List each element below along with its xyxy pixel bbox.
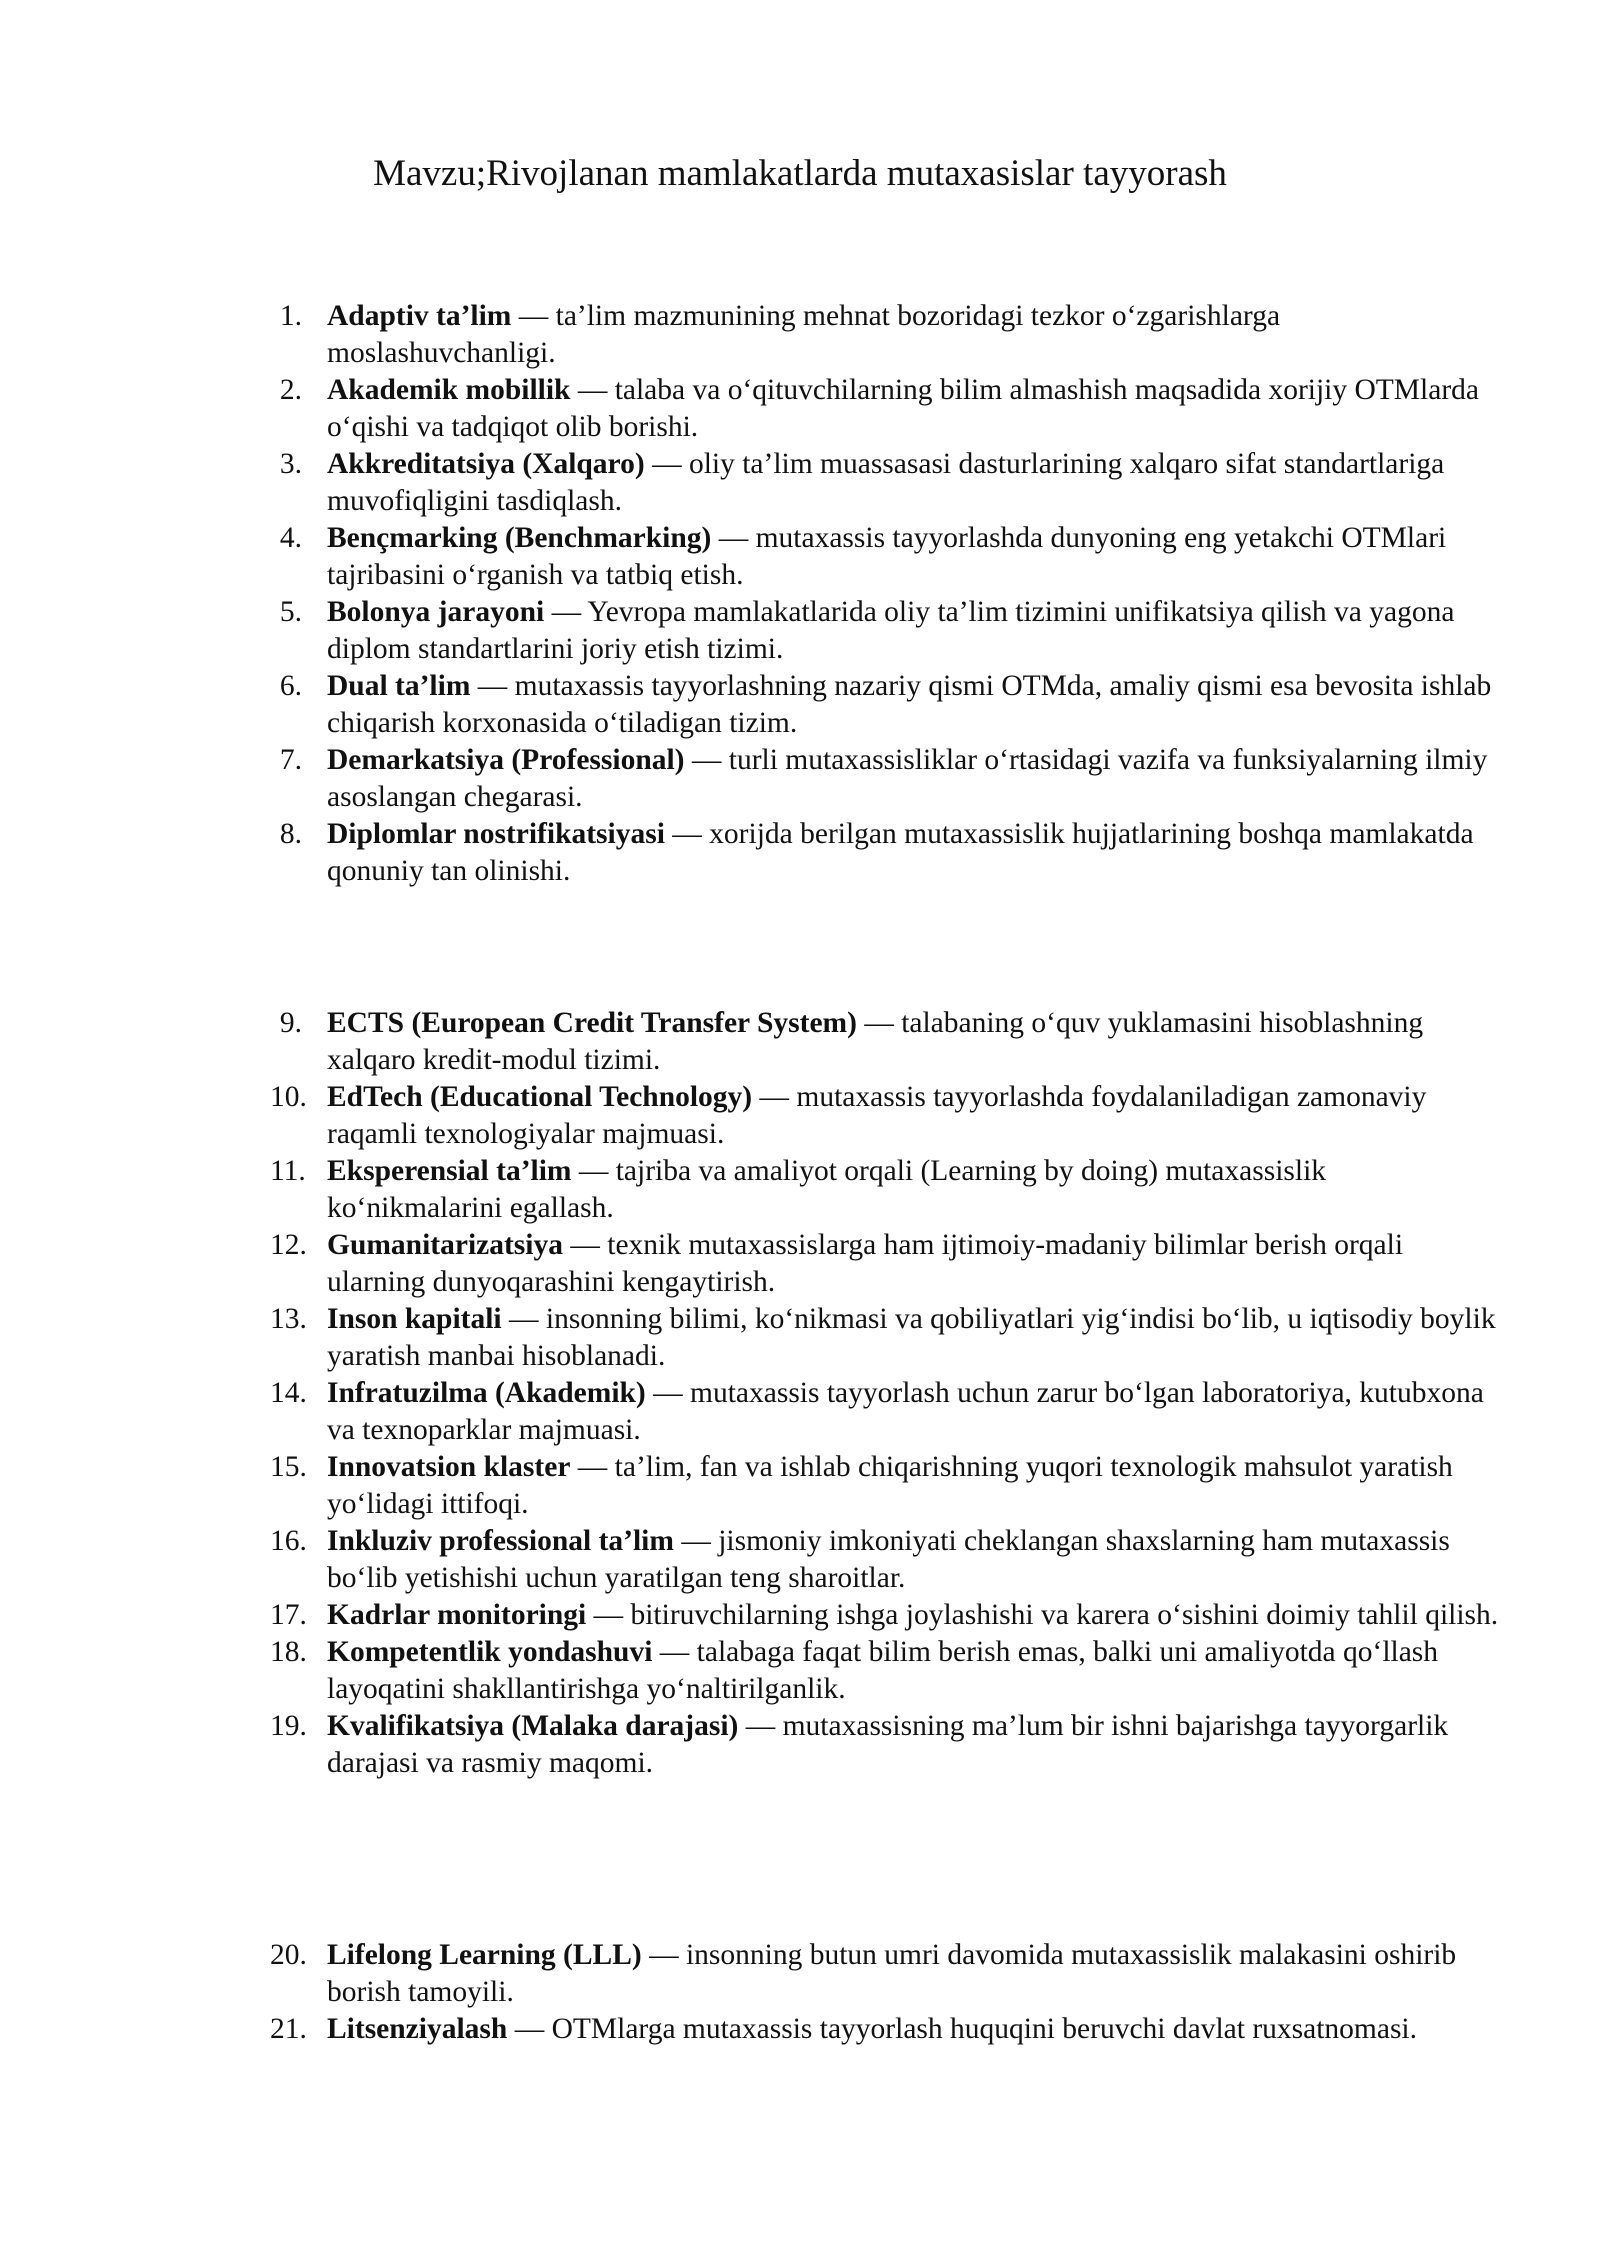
entry-definition: insonning butun umri davomida mutaxassislik malakasini oshirib borish tamoyili. — [327, 1939, 1457, 2008]
entry-definition: mutaxassis tayyorlashda dunyoning eng yetakchi OTMlari tajribasini o‘rganish va tatbiq etish. — [327, 522, 1447, 591]
glossary-entry — [270, 1301, 1500, 1375]
entry-dash: — — [856, 1007, 902, 1039]
glossary-entry — [270, 1937, 1500, 2011]
entry-term: Kadrlar monitoringi — [327, 1599, 587, 1631]
entry-number: 12. — [270, 1229, 307, 1261]
entry-dash: — — [645, 1377, 691, 1409]
entry-dash: — — [507, 2013, 552, 2045]
entry-dash: — — [684, 744, 729, 776]
page-title: Mavzu;Rivojlanan mamlakatlarda mutaxasislar tayyorash — [373, 153, 1227, 194]
entry-term: Kvalifikatsiya (Malaka darajasi) — [327, 1710, 739, 1742]
glossary-entry — [270, 1153, 1500, 1227]
glossary-entry — [270, 1449, 1500, 1523]
entry-number: 19. — [270, 1710, 307, 1742]
entry-term: Dual ta’lim — [327, 670, 471, 702]
entry-term: Adaptiv ta’lim — [327, 300, 512, 332]
entry-dash: — — [571, 1155, 616, 1187]
entry-definition: turli mutaxassisliklar o‘rtasidagi vazifa va funksiyalarning ilmiy asoslangan chegarasi. — [327, 744, 1488, 813]
entry-term: Diplomlar nostrifikatsiyasi — [327, 818, 665, 850]
glossary-entry — [270, 594, 1500, 668]
entry-dash: — — [673, 1525, 719, 1557]
entry-dash: — — [738, 1710, 783, 1742]
glossary-entry — [270, 1227, 1500, 1301]
entry-number: 6. — [279, 670, 302, 702]
entry-number: 3. — [279, 448, 302, 480]
glossary-entry — [270, 520, 1500, 594]
entry-number: 13. — [270, 1303, 307, 1335]
entry-term: Akkreditatsiya (Xalqaro) — [327, 448, 645, 480]
entry-number: 8. — [279, 818, 302, 850]
entry-term: Infratuzilma (Akademik) — [327, 1377, 646, 1409]
glossary-list-block-3 — [270, 1937, 1500, 2048]
glossary-entry — [270, 1597, 1500, 1634]
entry-definition: mutaxassis tayyorlashning nazariy qismi OTMda, amaliy qismi esa bevosita ishlab chiqarish korxonasida o‘tiladigan tizim. — [327, 670, 1492, 739]
entry-definition: mutaxassis tayyorlash uchun zarur bo‘lgan laboratoriya, kutubxona va texnoparklar majmuasi. — [327, 1377, 1484, 1446]
glossary-entry — [270, 1375, 1500, 1449]
entry-definition: mutaxassis tayyorlashda foydalaniladigan zamonaviy raqamli texnologiyalar majmuasi. — [327, 1081, 1427, 1150]
entry-term: ECTS (European Credit Transfer System) — [327, 1007, 857, 1039]
glossary-entry — [270, 372, 1500, 446]
entry-term: Gumanitarizatsiya — [327, 1229, 563, 1261]
entry-dash: — — [570, 374, 615, 406]
entry-number: 16. — [270, 1525, 307, 1557]
entry-term: Demarkatsiya (Professional) — [327, 744, 685, 776]
entry-dash: — — [641, 1939, 686, 1971]
glossary-entry — [270, 1523, 1500, 1597]
entry-dash: — — [501, 1303, 546, 1335]
entry-term: Eksperensial ta’lim — [327, 1155, 572, 1187]
glossary-entry — [270, 298, 1500, 372]
entry-definition: ta’lim, fan va ishlab chiqarishning yuqori texnologik mahsulot yaratish yo‘lidagi ittifoqi. — [327, 1451, 1453, 1520]
entry-definition: mutaxassisning ma’lum bir ishni bajarishga tayyorgarlik darajasi va rasmiy maqomi. — [327, 1710, 1449, 1779]
glossary-entry — [270, 1634, 1500, 1708]
entry-dash: — — [470, 670, 515, 702]
entry-dash: — — [644, 448, 689, 480]
entry-definition: talabaning o‘quv yuklamasini hisoblashning xalqaro kredit-modul tizimi. — [327, 1007, 1424, 1076]
entry-definition: tajriba va amaliyot orqali (Learning by doing) mutaxassislik ko‘nikmalarini egallash. — [327, 1155, 1327, 1224]
entry-term: Kompetentlik yondashuvi — [327, 1636, 653, 1668]
entry-number: 2. — [279, 374, 302, 406]
entry-definition: talabaga faqat bilim berish emas, balki uni amaliyotda qo‘llash layoqatini shakllantirishga yo‘naltirilganlik. — [327, 1636, 1439, 1705]
entry-dash: — — [544, 596, 588, 628]
entry-term: Inson kapitali — [327, 1303, 502, 1335]
entry-number: 20. — [270, 1939, 307, 1971]
entry-number: 17. — [270, 1599, 307, 1631]
entry-term: Lifelong Learning (LLL) — [327, 1939, 642, 1971]
entry-definition: texnik mutaxassislarga ham ijtimoiy-madaniy bilimlar berish orqali ularning dunyoqarashini kengaytirish. — [327, 1229, 1404, 1298]
entry-dash: — — [563, 1229, 608, 1261]
entry-term: Innovatsion klaster — [327, 1451, 571, 1483]
entry-number: 15. — [270, 1451, 307, 1483]
entry-term: Bençmarking (Benchmarking) — [327, 522, 712, 554]
glossary-entry — [270, 2011, 1500, 2048]
entry-definition: jismoniy imkoniyati cheklangan shaxslarning ham mutaxassis bo‘lib yetishishi uchun yaratilgan teng sharoitlar. — [327, 1525, 1450, 1594]
entry-term: Bolonya jarayoni — [327, 596, 545, 628]
entry-dash: — — [664, 818, 710, 850]
entry-definition: Yevropa mamlakatlarida oliy ta’lim tizimini unifikatsiya qilish va yagona diplom standartlarini joriy etish tizimi. — [327, 596, 1455, 665]
entry-number: 10. — [270, 1081, 307, 1113]
entry-definition: oliy ta’lim muassasasi dasturlarining xalqaro sifat standartlariga muvofiqligini tasdiqlash. — [327, 448, 1445, 517]
glossary-entry — [270, 1079, 1500, 1153]
entry-definition: insonning bilimi, ko‘nikmasi va qobiliyatlari yig‘indisi bo‘lib, u iqtisodiy boylik yaratish manbai hisoblanadi. — [327, 1303, 1496, 1372]
entry-definition: bitiruvchilarning ishga joylashishi va karera o‘sishini doimiy tahlil qilish. — [630, 1599, 1499, 1631]
entry-definition: ta’lim mazmunining mehnat bozoridagi tezkor o‘zgarishlarga moslashuvchanligi. — [327, 300, 1281, 369]
entry-number: 21. — [270, 2013, 307, 2045]
entry-number: 14. — [270, 1377, 307, 1409]
entry-definition: talaba va o‘qituvchilarning bilim almashish maqsadida xorijiy OTMlarda o‘qishi va tadqiqot olib borishi. — [327, 374, 1479, 443]
entry-dash: — — [511, 300, 556, 332]
entry-term: EdTech (Educational Technology) — [327, 1081, 753, 1113]
glossary-entry — [270, 1005, 1500, 1079]
glossary-list-block-1 — [270, 298, 1500, 890]
glossary-entry — [270, 1708, 1500, 1782]
glossary-list-block-2 — [270, 1005, 1500, 1782]
entry-number: 5. — [279, 596, 302, 628]
entry-number: 18. — [270, 1636, 307, 1668]
entry-number: 11. — [270, 1155, 306, 1187]
glossary-entry — [270, 668, 1500, 742]
entry-dash: — — [711, 522, 756, 554]
entry-term: Akademik mobillik — [327, 374, 571, 406]
entry-definition: OTMlarga mutaxassis tayyorlash huquqini beruvchi davlat ruxsatnomasi. — [551, 2013, 1418, 2045]
entry-dash: — — [570, 1451, 615, 1483]
entry-definition: xorijda berilgan mutaxassislik hujjatlarining boshqa mamlakatda qonuniy tan olinishi. — [327, 818, 1474, 887]
entry-term: Litsenziyalash — [327, 2013, 508, 2045]
entry-dash: — — [652, 1636, 697, 1668]
glossary-entry — [270, 816, 1500, 890]
glossary-entry — [270, 446, 1500, 520]
entry-dash: — — [586, 1599, 631, 1631]
entry-dash: — — [752, 1081, 797, 1113]
entry-number: 7. — [279, 744, 302, 776]
entry-number: 9. — [279, 1007, 302, 1039]
entry-term: Inkluziv professional ta’lim — [327, 1525, 674, 1557]
glossary-entry — [270, 742, 1500, 816]
entry-number: 4. — [279, 522, 302, 554]
entry-number: 1. — [279, 300, 302, 332]
